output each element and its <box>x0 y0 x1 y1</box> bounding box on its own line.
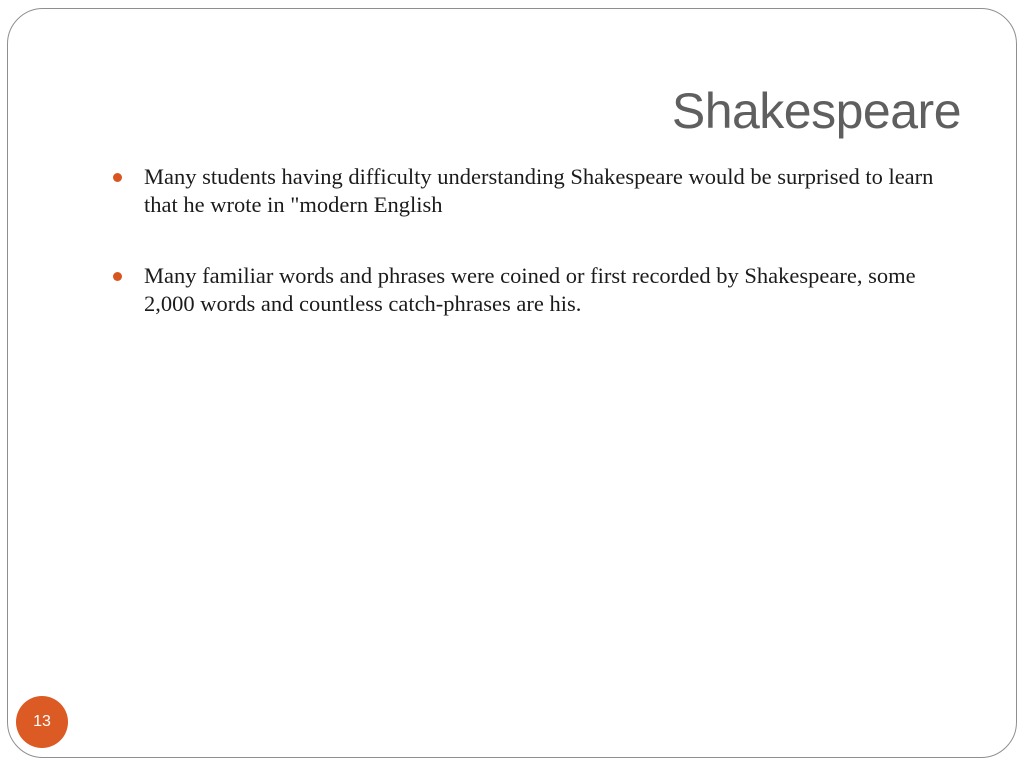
bullet-text: Many familiar words and phrases were coined or first recorded by Shakespeare, some 2,000 words and countless catch-phrases are his. <box>144 263 916 316</box>
bullet-list <box>113 163 963 361</box>
slide-title: Shakespeare <box>671 83 961 139</box>
bullet-item <box>113 262 963 318</box>
bullet-text: Many students having difficulty understanding Shakespeare would be surprised to learn that he wrote in "modern English <box>144 164 934 217</box>
page-number-badge: 13 <box>16 696 68 748</box>
bullet-dot-icon <box>113 173 122 182</box>
bullet-item <box>113 163 963 219</box>
bullet-dot-icon <box>113 272 122 281</box>
